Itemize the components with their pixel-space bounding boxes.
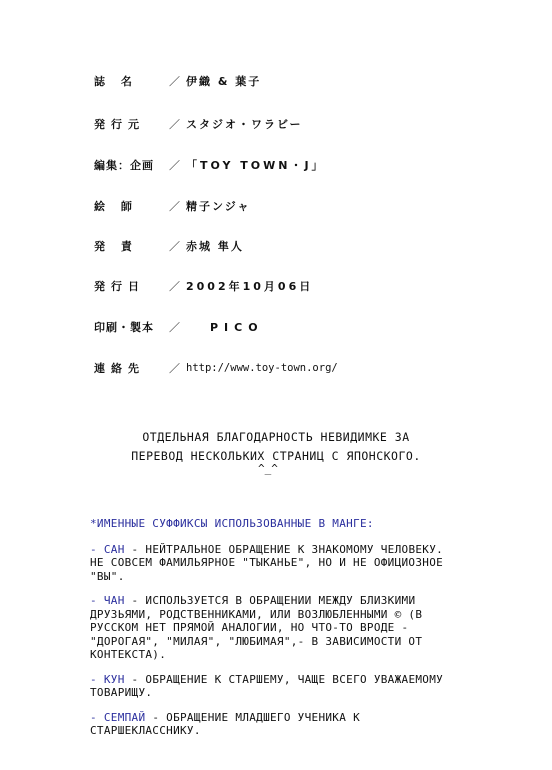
colophon-separator: ／ [169, 200, 181, 213]
colophon-row-publisher [94, 114, 303, 134]
colophon-row-artist [94, 196, 251, 216]
colophon-separator: ／ [169, 75, 181, 88]
suffix-description: - НЕЙТРАЛЬНОЕ ОБРАЩЕНИЕ К ЗНАКОМОМУ ЧЕЛОВЕКУ. НЕ СОВСЕМ ФАМИЛЬЯРНОЕ "ТЫКАНЬЕ", НО И НЕ ОФИЦИОЗНОЕ "ВЫ". [90, 542, 444, 583]
colophon-value: 赤城 隼人 [186, 240, 244, 253]
thanks-line: ПЕРЕВОД НЕСКОЛЬКИХ СТРАНИЦ С ЯПОНСКОГО. [131, 449, 421, 463]
suffix-item-senpai [90, 711, 462, 738]
colophon-separator: ／ [169, 321, 181, 334]
colophon-row-printing [94, 317, 264, 337]
colophon-url[interactable]: http://www.toy-town.org/ [186, 362, 338, 374]
colophon-separator: ／ [169, 118, 181, 131]
colophon-value: スタジオ・ワラビー [186, 118, 303, 131]
suffix-item-chan [90, 594, 462, 662]
colophon-label: 絵 師 [94, 200, 138, 213]
suffix-term: - ЧАН [90, 594, 125, 607]
suffix-item-san [90, 543, 462, 584]
colophon-label: 印刷・製本 [94, 321, 154, 334]
suffix-description: - ОБРАЩЕНИЕ К СТАРШЕМУ, ЧАЩЕ ВСЕГО УВАЖАЕМОМУ ТОВАРИЩУ. [90, 672, 444, 699]
suffix-term: - КУН [90, 672, 125, 686]
colophon-label: 編集：企画 [94, 159, 154, 172]
colophon-separator: ／ [169, 240, 181, 253]
suffix-term: - САН [90, 542, 125, 556]
smiley-emoticon: ^_^ [258, 462, 278, 475]
suffix-term: - СЕМПАЙ [90, 710, 146, 724]
colophon-separator: ／ [169, 280, 181, 293]
colophon-separator: ／ [169, 159, 181, 172]
thanks-note [60, 428, 492, 466]
colophon-row-editing [94, 155, 326, 175]
colophon-value: 「TOY TOWN・J」 [186, 159, 326, 172]
colophon-value: 2002年10月06日 [186, 280, 314, 293]
colophon-label: 発 責 [94, 240, 138, 253]
thanks-line: ОТДЕЛЬНАЯ БЛАГОДАРНОСТЬ НЕВИДИМКЕ ЗА [142, 430, 410, 444]
suffix-description: - ИСПОЛЬЗУЕТСЯ В ОБРАЩЕНИИ МЕЖДУ БЛИЗКИМИ ДРУЗЬЯМИ, РОДСТВЕННИКАМИ, ИЛИ ВОЗЛЮБЛЕННЫМИ © (В РУССКОМ НЕТ ПРЯМОЙ АНАЛОГИИ, НО ЧТО-ТО ВРОДЕ - "ДОРОГАЯ", "МИЛАЯ", "ЛЮБИМАЯ",- В ЗАВИСИМОСТИ ОТ КОНТЕКСТА). [90, 594, 423, 661]
colophon-label: 連絡先 [94, 362, 145, 375]
suffix-notes-heading: *ИМЕННЫЕ СУФФИКСЫ ИСПОЛЬЗОВАННЫЕ В МАНГЕ: [90, 517, 374, 530]
suffix-notes [90, 517, 462, 749]
colophon-value: 精子ンジャ [186, 200, 251, 213]
colophon-value: 伊織 & 葉子 [186, 75, 262, 88]
colophon-row-date [94, 276, 313, 296]
colophon-row-contact [94, 358, 338, 378]
colophon-label: 誌 名 [94, 75, 138, 88]
colophon-row-title [94, 71, 261, 91]
suffix-description: - ОБРАЩЕНИЕ МЛАДШЕГО УЧЕНИКА К СТАРШЕКЛАССНИКУ. [90, 710, 360, 737]
colophon-row-responsible [94, 236, 244, 256]
colophon-label: 発行元 [94, 118, 145, 131]
suffix-item-kun [90, 673, 462, 700]
colophon-separator: ／ [169, 362, 181, 375]
colophon-label: 発行日 [94, 280, 145, 293]
colophon-value: PICO [210, 320, 264, 334]
